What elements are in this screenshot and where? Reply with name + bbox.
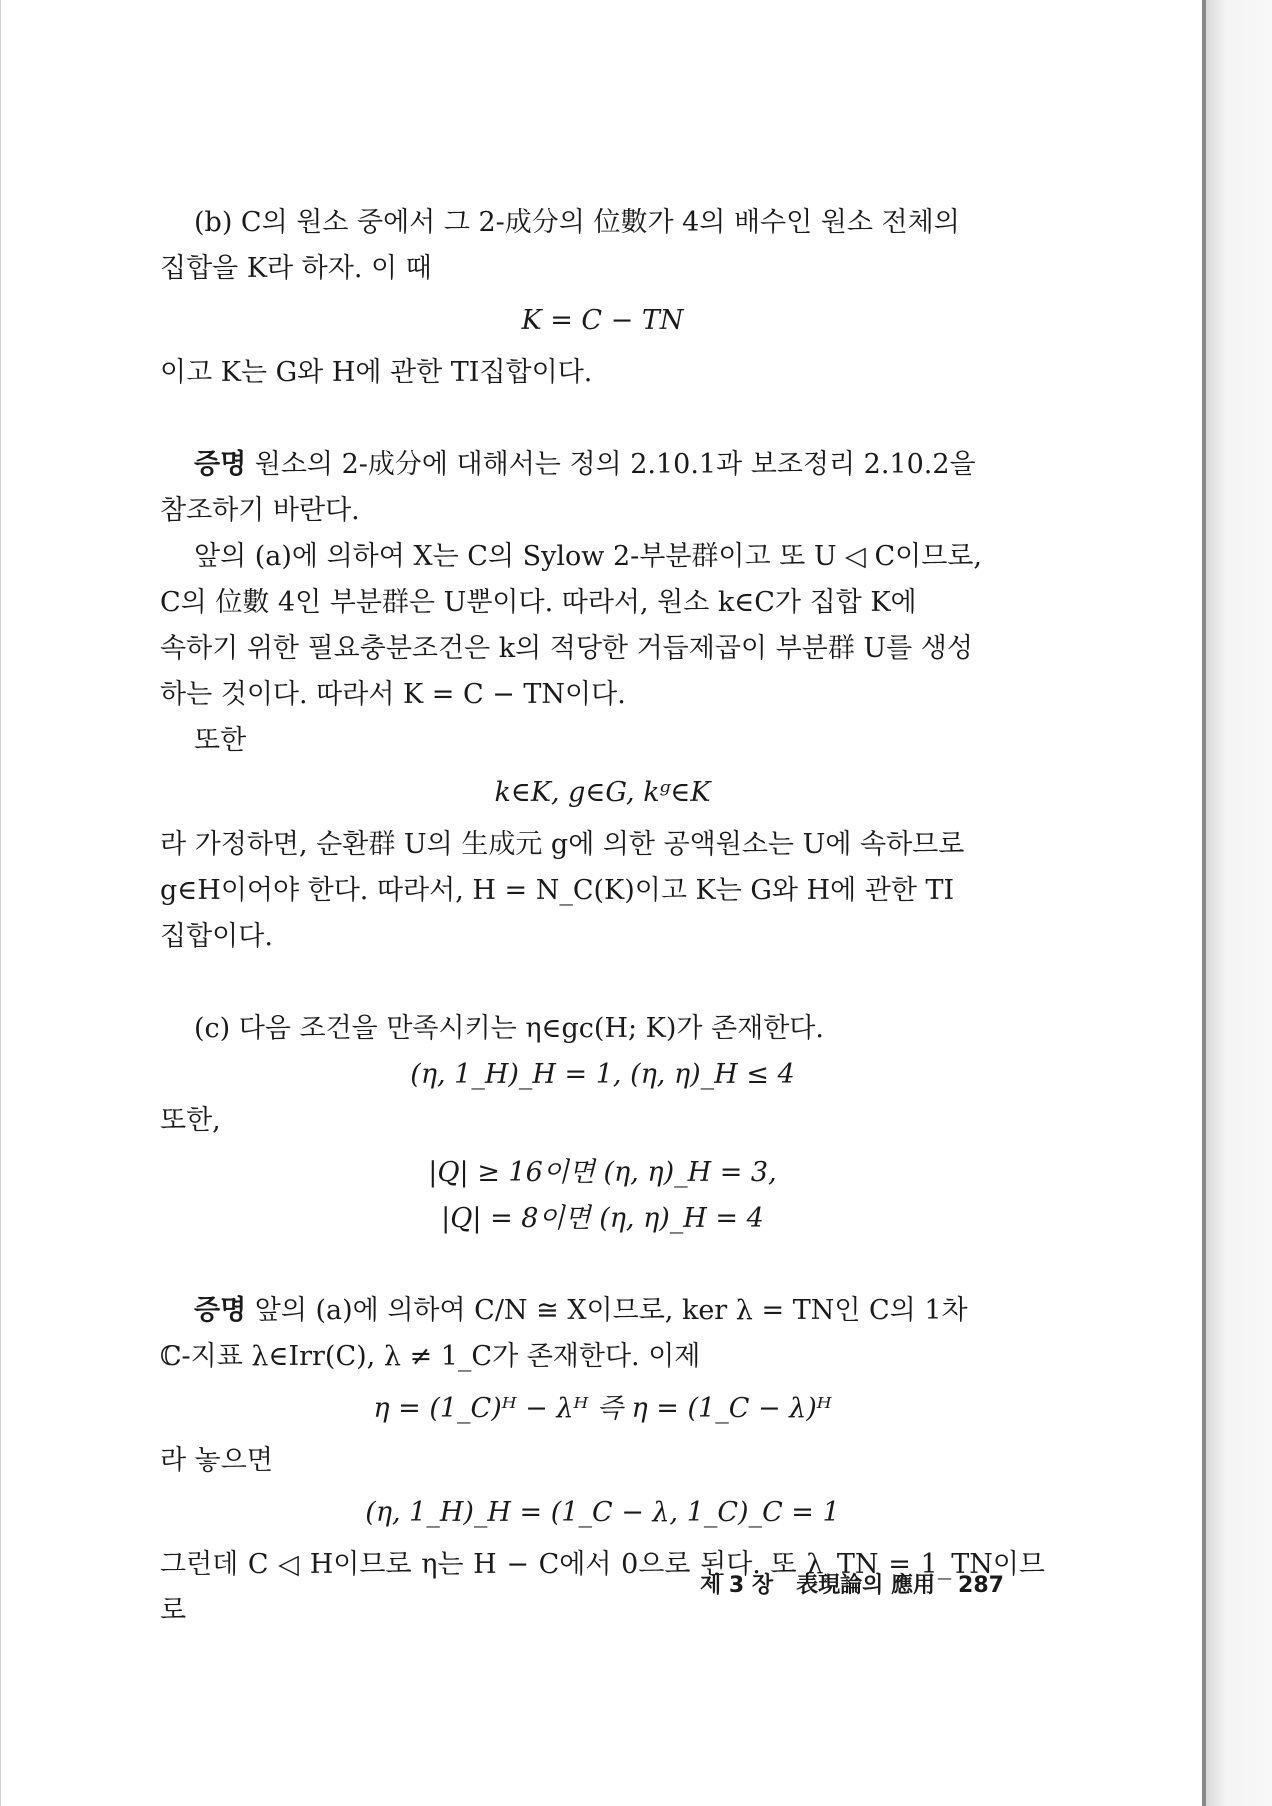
text-line: 또한	[194, 725, 247, 756]
proof-label: 증명	[194, 1295, 247, 1326]
text-line: 하는 것이다. 따라서 K = C − TN이다.	[160, 679, 626, 710]
text-line: C의 位數 4인 부분群은 U뿐이다. 따라서, 원소 k∈C가 집합 K에	[160, 587, 917, 618]
equation: (η, 1_H)_H = 1, (η, η)_H ≤ 4	[410, 1059, 795, 1090]
proof-text: 앞의 (a)에 의하여 C/N ≅ X이므로, ker λ = TN인 C의 1차	[254, 1295, 968, 1326]
equation: k∈K, g∈G, kᵍ∈K	[494, 777, 711, 808]
text-line: (c) 다음 조건을 만족시키는 η∈gc(H; K)가 존재한다.	[194, 1013, 824, 1044]
equation: η = (1_C)ᴴ − λᴴ 즉 η = (1_C − λ)ᴴ	[373, 1393, 832, 1424]
text-line: g∈H이어야 한다. 따라서, H = N_C(K)이고 K는 G와 H에 관한 TI	[160, 875, 955, 906]
page-gutter	[1206, 0, 1272, 1806]
footer-title: 表現論의 應用	[796, 1573, 936, 1598]
text-line: 라 가정하면, 순환群 U의 生成元 g에 의한 공액원소는 U에 속하므로	[160, 829, 965, 860]
text-line: 참조하기 바란다.	[160, 495, 360, 526]
footer-chapter: 제 3 장	[700, 1573, 774, 1598]
text-line: 그런데 C ◁ H이므로 η는 H − C에서 0으로 된다. 또 λ_TN = 1_TN이므로	[160, 1549, 1045, 1626]
text-line: 속하기 위한 필요충분조건은 k의 적당한 거듭제곱이 부분群 U를 생성	[160, 633, 973, 664]
equation: K = C − TN	[521, 305, 684, 336]
proof-label: 증명	[194, 449, 247, 480]
text-line: 집합을 K라 하자. 이 때	[160, 253, 432, 284]
text-line: 이고 K는 G와 H에 관한 TI집합이다.	[160, 357, 593, 388]
text-line: 라 놓으면	[160, 1445, 273, 1476]
page-body	[160, 200, 1045, 1634]
equation: |Q| ≥ 16이면 (η, η)_H = 3,	[428, 1157, 777, 1188]
text-line: ℂ-지표 λ∈Irr(C), λ ≠ 1_C가 존재한다. 이제	[160, 1341, 701, 1372]
page-number: 287	[958, 1573, 1004, 1598]
text-line: 집합이다.	[160, 921, 273, 952]
page-left-border	[0, 0, 1, 1806]
proof-line	[160, 442, 1045, 488]
proof-text: 원소의 2-成分에 대해서는 정의 2.10.1과 보조정리 2.10.2을	[254, 449, 976, 480]
proof-line	[160, 1288, 1045, 1334]
page-footer	[700, 1568, 1100, 1599]
text-line: (b) C의 원소 중에서 그 2-成分의 位數가 4의 배수인 원소 전체의	[194, 207, 960, 238]
equation: (η, 1_H)_H = (1_C − λ, 1_C)_C = 1	[365, 1497, 840, 1528]
text-line: 또한,	[160, 1105, 221, 1136]
text-line: 앞의 (a)에 의하여 X는 C의 Sylow 2-부분群이고 또 U ◁ C이므로,	[194, 541, 982, 572]
equation: |Q| = 8이면 (η, η)_H = 4	[441, 1203, 764, 1234]
